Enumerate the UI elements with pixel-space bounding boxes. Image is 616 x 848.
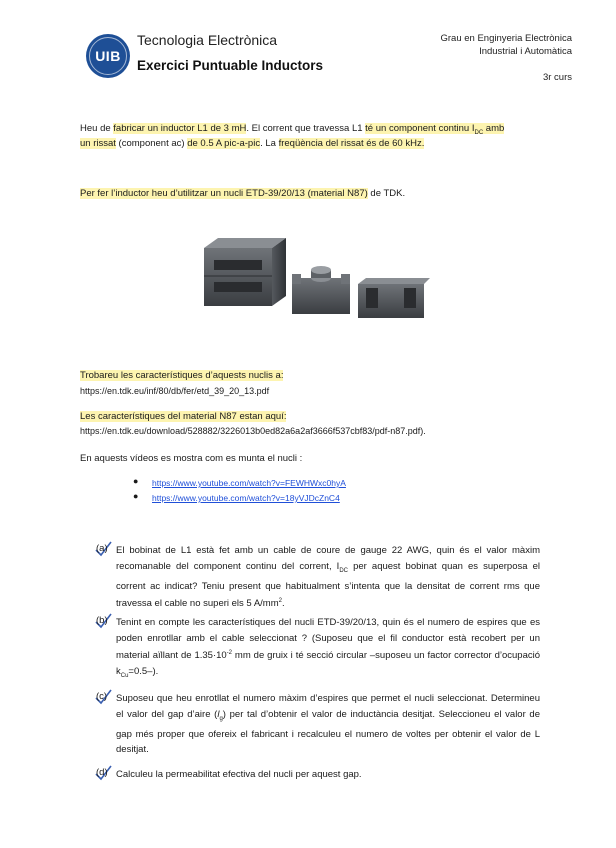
core-highlight: Per fer l’inductor heu d’utilitzar un nucli ETD-39/20/13 (material N87): [80, 188, 368, 199]
intro-sub: DC: [474, 129, 484, 136]
course-name: Tecnologia Electrònica: [137, 32, 278, 48]
question-a: [116, 543, 540, 612]
center-leg-piece: [292, 266, 350, 314]
question-c-label: (c): [96, 691, 108, 702]
bullet-icon: ●: [133, 476, 139, 486]
e-core-half: [358, 278, 430, 318]
question-symbol: l: [217, 708, 220, 720]
question-text: per aquest bobinat quan es superposa el corrent ac indicat? Teniu present que habitualment s’intenta que la densitat de corrent rms que travessa el cable no superi els 5 A/mm: [116, 560, 540, 610]
core-text: de TDK.: [367, 188, 406, 199]
question-text: mm de gruix i té secció circular –suposeu un factor corrector d’ocupació k: [116, 650, 540, 677]
assembled-core: [204, 238, 286, 306]
intro-text: . La: [260, 138, 279, 149]
question-c: [116, 691, 540, 758]
question-text: =0.5–).: [128, 665, 159, 677]
question-text: Suposeu que heu enrotllat el numero màxim d’espires que permet el nucli seleccionat. Determineu el valor del gap d’aire (: [116, 693, 540, 720]
material-label-text: Les característiques del material N87 estan aquí:: [80, 411, 287, 422]
core-datasheet-url[interactable]: https://en.tdk.eu/inf/80/db/fer/etd_39_20_13.pdf: [80, 386, 270, 396]
degree-line-1: Grau en Enginyeria Electrònica: [440, 33, 572, 44]
question-sub: DC: [339, 567, 348, 574]
university-logo: [86, 34, 130, 78]
intro-text: té un component continu I: [365, 123, 475, 134]
intro-highlight: freqüència del rissat és de 60 kHz.: [278, 138, 425, 149]
question-sub: Cu: [120, 672, 129, 679]
video-link-1[interactable]: https://www.youtube.com/watch?v=FEWHWxc0hyA: [152, 478, 346, 488]
question-d-label: (d): [96, 767, 108, 778]
etd-core-image: [200, 232, 430, 324]
question-text: Tenint en compte les característiques del nucli ETD-39/20/13, quin és el numero de espires que es poden enrotllar amb el cable seleccionat ? (Suposeu que el fil conductor està recobert per un material aïllant de 1.35·10: [116, 617, 540, 662]
core-sentence: [80, 186, 540, 201]
question-a-label: (a): [96, 543, 108, 554]
core-label-text: Trobareu les característiques d’aquests nuclis a:: [80, 370, 284, 381]
question-text: .: [281, 598, 285, 610]
intro-highlight: [365, 123, 504, 134]
intro-highlight: fabricar un inductor L1 de 3 mH: [113, 123, 247, 134]
material-datasheet-url[interactable]: https://en.tdk.eu/download/528882/3226013b0ed82a6a2af3666f537cbf83/pdf-n87.pdf).: [80, 426, 426, 436]
question-sup: -2: [226, 650, 233, 656]
question-text: ) per tal d’obtenir el valor de inductància desitjat. Seleccioneu el valor de gap més proper que ofereix el fabricant i recalculeu el numero de voltes per obtenir el valor de L desitjat.: [116, 708, 540, 756]
question-d: Calculeu la permeabilitat efectiva del nucli per aquest gap.: [116, 769, 362, 780]
intro-text: . El corrent que travessa L1: [246, 123, 366, 134]
logo-ring: [89, 37, 127, 75]
video-link-2[interactable]: https://www.youtube.com/watch?v=18yVJDcZnC4: [152, 493, 340, 503]
degree-line-2: Industrial i Automàtica: [479, 46, 572, 57]
material-characteristics-label: [80, 409, 540, 424]
videos-label: En aquests vídeos es mostra com es munta el nucli :: [80, 453, 303, 464]
course-year: 3r curs: [542, 72, 572, 83]
question-b-label: (b): [96, 615, 108, 626]
logo-text: UIB: [95, 48, 121, 64]
bullet-icon: ●: [133, 491, 139, 501]
intro-line-2: [80, 136, 540, 151]
exercise-title: Exercici Puntuable Inductors: [137, 58, 324, 73]
intro-text: amb: [483, 123, 505, 134]
question-b: [116, 615, 540, 684]
intro-highlight: un rissat: [80, 138, 116, 149]
question-text: El bobinat de L1 està fet amb un cable de coure de gauge 22 AWG, quin és el valor màxim recomanable del component continu del corrent, I: [116, 545, 540, 572]
core-characteristics-label: [80, 368, 540, 383]
question-sup: 2: [278, 598, 282, 605]
intro-text: Heu de: [80, 123, 114, 134]
intro-text: (component ac): [115, 138, 188, 149]
intro-highlight: de 0.5 A pic-a-pic: [187, 138, 261, 149]
question-sub: g: [219, 715, 223, 722]
